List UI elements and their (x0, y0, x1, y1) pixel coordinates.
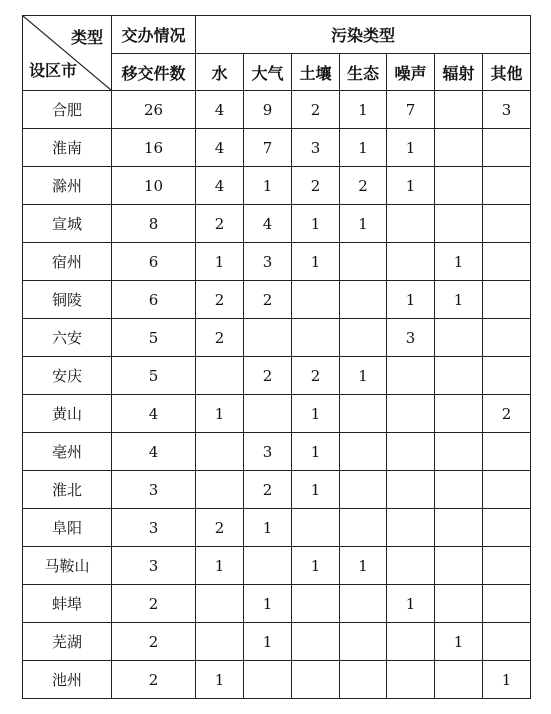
value-cell (483, 319, 531, 357)
city-cell: 六安 (23, 319, 112, 357)
value-cell: 4 (112, 395, 196, 433)
city-cell: 阜阳 (23, 509, 112, 547)
value-cell: 1 (196, 395, 244, 433)
value-cell: 3 (244, 433, 292, 471)
column-header-air: 大气 (244, 54, 292, 91)
city-cell: 蚌埠 (23, 585, 112, 623)
corner-type-label: 类型 (70, 28, 103, 47)
value-cell: 1 (340, 357, 387, 395)
value-cell: 1 (387, 585, 435, 623)
value-cell (387, 509, 435, 547)
value-cell (435, 547, 483, 585)
value-cell: 1 (292, 471, 340, 509)
table-row (23, 205, 531, 243)
value-cell: 1 (244, 623, 292, 661)
value-cell: 2 (112, 661, 196, 699)
column-header-water: 水 (196, 54, 244, 91)
value-cell (483, 471, 531, 509)
value-cell: 4 (244, 205, 292, 243)
value-cell (340, 281, 387, 319)
value-cell: 1 (387, 167, 435, 205)
value-cell: 2 (244, 471, 292, 509)
value-cell (196, 471, 244, 509)
value-cell (483, 205, 531, 243)
value-cell: 26 (112, 91, 196, 129)
pollution-group-header: 污染类型 (196, 16, 531, 54)
value-cell: 2 (244, 281, 292, 319)
value-cell: 2 (292, 167, 340, 205)
value-cell: 1 (244, 585, 292, 623)
value-cell: 7 (387, 91, 435, 129)
value-cell: 1 (292, 243, 340, 281)
value-cell: 1 (340, 129, 387, 167)
value-cell (435, 167, 483, 205)
value-cell: 3 (387, 319, 435, 357)
value-cell: 2 (292, 91, 340, 129)
value-cell: 5 (112, 357, 196, 395)
value-cell (340, 623, 387, 661)
value-cell (387, 471, 435, 509)
value-cell: 4 (196, 91, 244, 129)
value-cell (387, 623, 435, 661)
value-cell (292, 319, 340, 357)
table-row (23, 357, 531, 395)
value-cell: 2 (112, 623, 196, 661)
value-cell: 4 (196, 167, 244, 205)
value-cell (340, 395, 387, 433)
value-cell: 7 (244, 129, 292, 167)
value-cell (483, 129, 531, 167)
table-row (23, 433, 531, 471)
value-cell (435, 205, 483, 243)
value-cell (435, 509, 483, 547)
value-cell (244, 547, 292, 585)
value-cell (340, 319, 387, 357)
table-row (23, 243, 531, 281)
value-cell: 4 (112, 433, 196, 471)
city-cell: 铜陵 (23, 281, 112, 319)
table-row (23, 471, 531, 509)
value-cell (340, 661, 387, 699)
city-cell: 马鞍山 (23, 547, 112, 585)
value-cell: 1 (196, 243, 244, 281)
value-cell (196, 623, 244, 661)
value-cell: 2 (244, 357, 292, 395)
value-cell: 5 (112, 319, 196, 357)
value-cell: 1 (196, 661, 244, 699)
value-cell: 4 (196, 129, 244, 167)
value-cell (340, 585, 387, 623)
value-cell: 2 (196, 319, 244, 357)
value-cell (483, 281, 531, 319)
value-cell: 2 (196, 281, 244, 319)
value-cell (340, 509, 387, 547)
value-cell (292, 585, 340, 623)
handover-group-header: 交办情况 (112, 16, 196, 54)
value-cell (435, 357, 483, 395)
value-cell: 3 (292, 129, 340, 167)
column-header-ecology: 生态 (340, 54, 387, 91)
value-cell (196, 433, 244, 471)
value-cell (483, 357, 531, 395)
value-cell: 2 (196, 509, 244, 547)
header-row-1 (23, 16, 531, 54)
value-cell: 1 (387, 281, 435, 319)
column-header-other: 其他 (483, 54, 531, 91)
value-cell: 1 (483, 661, 531, 699)
value-cell (244, 395, 292, 433)
table-row (23, 509, 531, 547)
column-header-soil: 土壤 (292, 54, 340, 91)
value-cell (292, 661, 340, 699)
value-cell: 1 (244, 509, 292, 547)
value-cell (292, 623, 340, 661)
table-row (23, 167, 531, 205)
value-cell (387, 205, 435, 243)
value-cell: 3 (483, 91, 531, 129)
value-cell (435, 91, 483, 129)
value-cell (244, 319, 292, 357)
value-cell: 2 (340, 167, 387, 205)
column-header-radiation: 辐射 (435, 54, 483, 91)
table-row (23, 319, 531, 357)
value-cell (340, 433, 387, 471)
value-cell (292, 509, 340, 547)
column-header-handover-count: 移交件数 (112, 54, 196, 91)
table-row (23, 661, 531, 699)
city-cell: 黄山 (23, 395, 112, 433)
value-cell: 1 (292, 433, 340, 471)
value-cell (435, 661, 483, 699)
value-cell: 2 (292, 357, 340, 395)
value-cell (387, 395, 435, 433)
value-cell: 1 (292, 205, 340, 243)
value-cell: 1 (435, 623, 483, 661)
corner-city-label: 设区市 (29, 61, 78, 80)
value-cell: 1 (340, 91, 387, 129)
value-cell (483, 547, 531, 585)
value-cell (435, 395, 483, 433)
value-cell (340, 243, 387, 281)
value-cell (483, 623, 531, 661)
value-cell (435, 471, 483, 509)
city-cell: 滁州 (23, 167, 112, 205)
table-row (23, 395, 531, 433)
value-cell: 1 (435, 243, 483, 281)
table-row (23, 129, 531, 167)
value-cell: 3 (244, 243, 292, 281)
value-cell (292, 281, 340, 319)
value-cell (483, 167, 531, 205)
corner-header-cell (23, 16, 112, 91)
value-cell (387, 661, 435, 699)
value-cell: 10 (112, 167, 196, 205)
value-cell (483, 243, 531, 281)
city-cell: 芜湖 (23, 623, 112, 661)
value-cell: 2 (196, 205, 244, 243)
table-row (23, 585, 531, 623)
value-cell: 1 (387, 129, 435, 167)
complaint-handover-table (22, 15, 531, 699)
table-row (23, 623, 531, 661)
city-cell: 亳州 (23, 433, 112, 471)
value-cell (387, 433, 435, 471)
city-cell: 淮南 (23, 129, 112, 167)
value-cell: 3 (112, 471, 196, 509)
value-cell: 3 (112, 547, 196, 585)
value-cell (435, 433, 483, 471)
value-cell (483, 585, 531, 623)
value-cell (387, 547, 435, 585)
value-cell (196, 585, 244, 623)
value-cell: 6 (112, 243, 196, 281)
city-cell: 池州 (23, 661, 112, 699)
value-cell: 1 (196, 547, 244, 585)
value-cell: 6 (112, 281, 196, 319)
value-cell: 1 (340, 205, 387, 243)
value-cell: 1 (340, 547, 387, 585)
value-cell: 3 (112, 509, 196, 547)
value-cell (387, 243, 435, 281)
city-cell: 淮北 (23, 471, 112, 509)
value-cell: 8 (112, 205, 196, 243)
value-cell: 16 (112, 129, 196, 167)
table-row (23, 281, 531, 319)
value-cell: 1 (292, 395, 340, 433)
value-cell: 9 (244, 91, 292, 129)
city-cell: 宣城 (23, 205, 112, 243)
value-cell (435, 319, 483, 357)
city-cell: 宿州 (23, 243, 112, 281)
value-cell (435, 129, 483, 167)
table-row (23, 547, 531, 585)
value-cell (435, 585, 483, 623)
city-cell: 安庆 (23, 357, 112, 395)
value-cell: 1 (435, 281, 483, 319)
value-cell (244, 661, 292, 699)
value-cell: 2 (483, 395, 531, 433)
column-header-noise: 噪声 (387, 54, 435, 91)
value-cell (196, 357, 244, 395)
value-cell: 1 (292, 547, 340, 585)
value-cell (340, 471, 387, 509)
value-cell (387, 357, 435, 395)
value-cell (483, 509, 531, 547)
value-cell: 1 (244, 167, 292, 205)
value-cell: 2 (112, 585, 196, 623)
city-cell: 合肥 (23, 91, 112, 129)
table-row (23, 91, 531, 129)
value-cell (483, 433, 531, 471)
